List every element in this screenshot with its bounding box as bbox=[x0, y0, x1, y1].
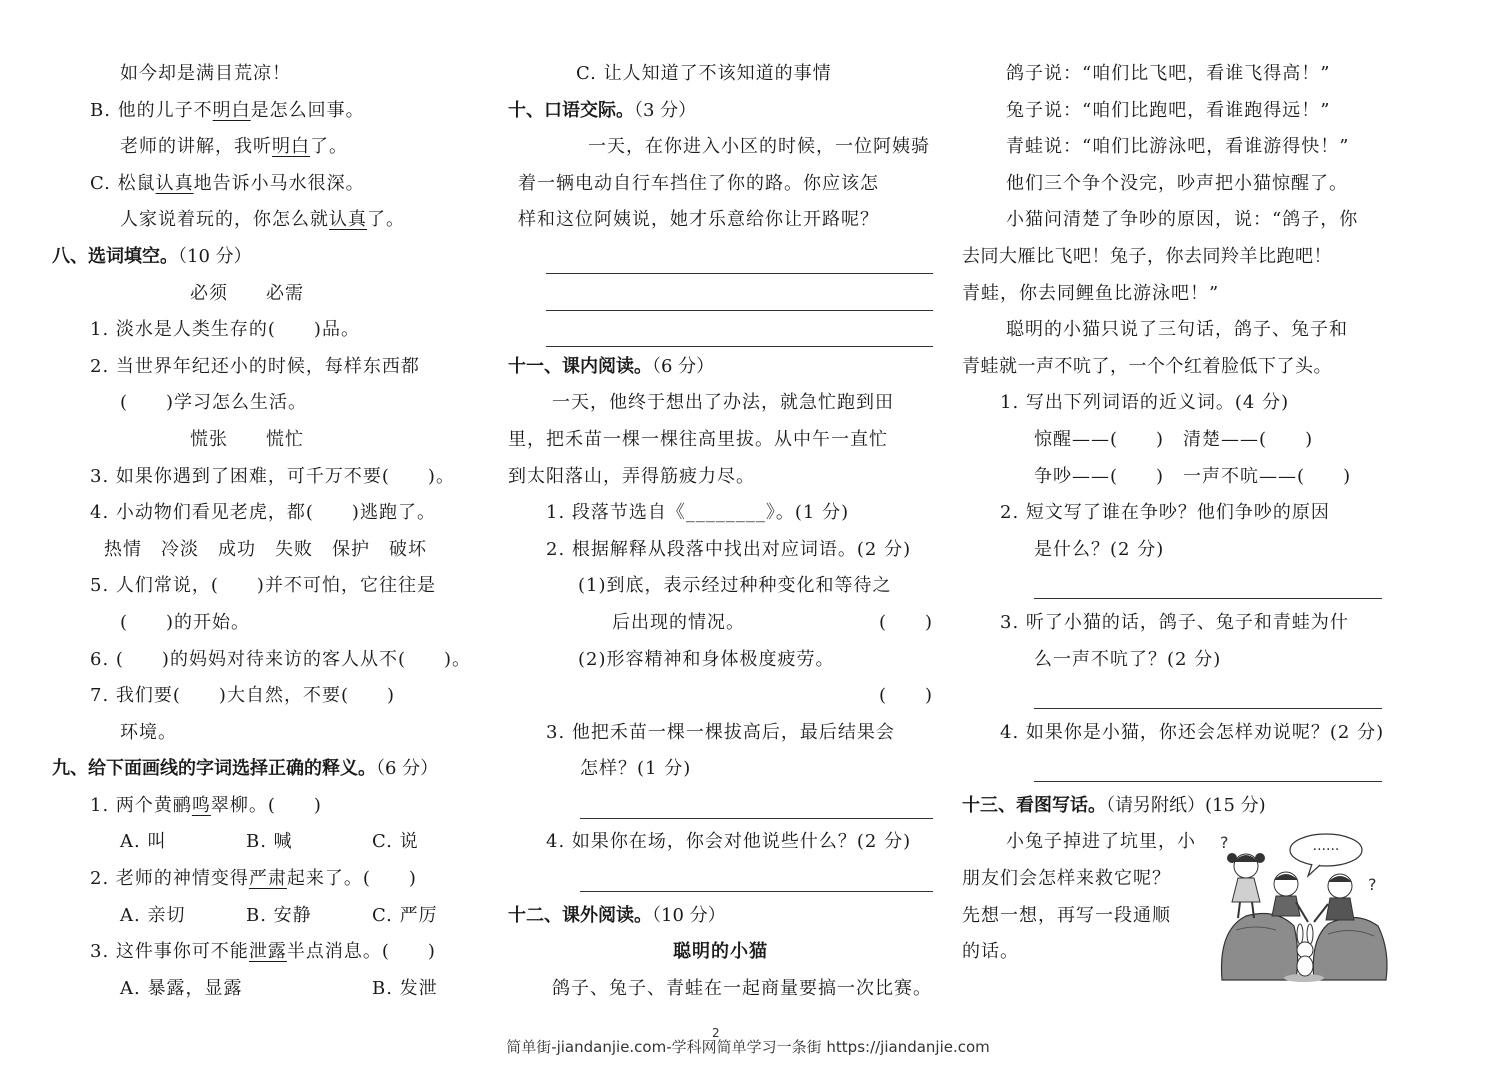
text-line bbox=[52, 202, 482, 239]
underlined-word: 认真 bbox=[155, 172, 194, 194]
section-points: （6 分） bbox=[652, 355, 715, 377]
prompt-line: 的话。 bbox=[962, 941, 1019, 963]
answer-space bbox=[962, 678, 1392, 715]
paragraph-line: 小猫问清楚了争吵的原因，说：“鸽子，你 bbox=[1006, 209, 1359, 231]
question: 1. 淡水是人类生存的( )品。 bbox=[90, 319, 360, 341]
underlined-word: 明白 bbox=[212, 99, 251, 121]
section-10-heading bbox=[508, 93, 933, 130]
question: 1. 写出下列词语的近义词。(4 分) bbox=[1000, 392, 1290, 414]
section-points: （6 分） bbox=[376, 758, 439, 780]
option: B. 喊 bbox=[246, 831, 293, 853]
text: 人家说着玩的，你怎么就 bbox=[120, 209, 329, 231]
question-mark: ? bbox=[1368, 875, 1377, 894]
answer-paren[interactable]: ( ) bbox=[878, 611, 933, 633]
answer-paren[interactable]: ( ) bbox=[878, 685, 933, 707]
question bbox=[52, 788, 482, 825]
answer-line[interactable] bbox=[1034, 598, 1382, 599]
text: C. 松鼠 bbox=[90, 172, 156, 194]
rabbit-rescue-illustration bbox=[1216, 830, 1390, 982]
question: 2. 短文写了谁在争吵？他们争吵的原因 bbox=[1000, 502, 1330, 524]
question: 2. 根据解释从段落中找出对应词语。(2 分) bbox=[546, 538, 912, 560]
answer-space bbox=[962, 568, 1392, 605]
question: 5. 人们常说，( )并不可怕，它往往是 bbox=[90, 575, 436, 597]
column-middle bbox=[508, 56, 933, 1007]
options-row bbox=[52, 971, 482, 1008]
synonym-row: 惊醒——( ) 清楚——( ) bbox=[1034, 428, 1314, 450]
answer-space bbox=[508, 861, 933, 898]
paragraph-line: 里，把禾苗一棵一棵往高里拔。从中午一直忙 bbox=[508, 428, 888, 450]
word-choices: 慌张 慌忙 bbox=[190, 428, 304, 450]
option-b bbox=[52, 93, 482, 130]
question-cont: 么一声不吭了？(2 分) bbox=[1034, 648, 1222, 670]
text: 了。 bbox=[367, 209, 405, 231]
answer-line[interactable] bbox=[546, 346, 933, 347]
text: 1. 两个黄鹂 bbox=[90, 794, 192, 816]
paragraph-line: 到太阳落山，弄得筋疲力尽。 bbox=[508, 465, 755, 487]
question: 6. ( )的妈妈对待来访的客人从不( )。 bbox=[90, 648, 471, 670]
option: B. 发泄 bbox=[372, 977, 438, 999]
prompt-line: 小兔子掉进了坑里，小 bbox=[1006, 831, 1196, 853]
underlined-word: 鸣 bbox=[191, 794, 211, 816]
sub-question: (2)形容精神和身体极度疲劳。 bbox=[578, 648, 835, 670]
question: 1. 段落节选自《________》。(1 分) bbox=[546, 502, 850, 524]
option: C. 严厉 bbox=[372, 904, 438, 926]
paragraph-line: 兔子说：“咱们比跑吧，看谁跑得远！” bbox=[1006, 99, 1331, 121]
text: 老师的讲解，我听 bbox=[120, 136, 272, 158]
question: 3. 如果你遇到了困难，可千万不要( )。 bbox=[90, 465, 455, 487]
text-line bbox=[52, 129, 482, 166]
section-title: 八、选词填空。 bbox=[52, 245, 178, 267]
section-13-heading bbox=[962, 788, 1392, 825]
underlined-word: 认真 bbox=[329, 209, 367, 231]
paragraph-line: 他们三个争个没完，吵声把小猫惊醒了。 bbox=[1006, 172, 1348, 194]
option-c: C. 让人知道了不该知道的事情 bbox=[576, 63, 832, 84]
option: B. 安静 bbox=[246, 904, 312, 926]
section-title: 十一、课内阅读。 bbox=[508, 355, 652, 377]
answer-space bbox=[508, 276, 933, 313]
question bbox=[52, 934, 482, 971]
question: 4. 如果你是小猫，你还会怎样劝说呢？(2 分) bbox=[1000, 721, 1385, 743]
section-title: 十三、看图写话。 bbox=[962, 794, 1106, 816]
column-left bbox=[52, 56, 482, 1007]
paragraph-line: 去同大雁比飞吧！兔子，你去同羚羊比跑吧！ bbox=[962, 245, 1332, 267]
option-c bbox=[52, 166, 482, 203]
paragraph-line: 一天，在你进入小区的时候，一位阿姨骑 bbox=[588, 136, 930, 158]
question: 3. 听了小猫的话，鸽子、兔子和青蛙为什 bbox=[1000, 611, 1349, 633]
answer-space bbox=[508, 788, 933, 825]
word-choices: 热情 冷淡 成功 失败 保护 破坏 bbox=[104, 538, 427, 560]
section-11-heading bbox=[508, 349, 933, 386]
text: 2. 老师的神情变得 bbox=[90, 868, 249, 890]
section-points: （10 分） bbox=[178, 245, 252, 267]
text-line: 如今却是满目荒凉！ bbox=[120, 63, 291, 84]
text: 后出现的情况。 bbox=[612, 611, 745, 633]
question bbox=[52, 861, 482, 898]
bubble-dots: ······ bbox=[1312, 842, 1340, 858]
question-cont: ( )学习怎么生活。 bbox=[120, 392, 308, 414]
option: A. 叫 bbox=[120, 831, 167, 853]
text: 了。 bbox=[310, 136, 348, 158]
sub-question: (1)到底，表示经过种种变化和等待之 bbox=[578, 575, 892, 597]
question-mark: ? bbox=[1220, 833, 1229, 852]
section-title: 九、给下面画线的字词选择正确的释义。 bbox=[52, 758, 376, 780]
section-points: （3 分） bbox=[634, 99, 697, 121]
section-title: 十、口语交际。 bbox=[508, 99, 634, 121]
section-9-heading bbox=[52, 751, 482, 788]
underlined-word: 严肃 bbox=[248, 868, 287, 890]
question-cont: ( )的开始。 bbox=[120, 611, 251, 633]
story-title: 聪明的小猫 bbox=[673, 941, 768, 963]
section-points: （10 分） bbox=[652, 904, 726, 926]
paragraph-line: 鸽子、兔子、青蛙在一起商量要搞一次比赛。 bbox=[552, 977, 932, 999]
paragraph-line: 青蛙就一声不吭了，一个个红着脸低下了头。 bbox=[962, 355, 1332, 377]
option: A. 暴露，显露 bbox=[120, 977, 243, 999]
paragraph-line: 鸽子说：“咱们比飞吧，看谁飞得高！” bbox=[1006, 63, 1331, 84]
text: 半点消息。( ) bbox=[286, 941, 436, 963]
answer-line[interactable] bbox=[1034, 708, 1382, 709]
prompt-line: 朋友们会怎样来救它呢？ bbox=[962, 868, 1171, 890]
option: C. 说 bbox=[372, 831, 419, 853]
question-cont: 怎样？(1 分) bbox=[580, 758, 692, 780]
answer-line[interactable] bbox=[580, 891, 933, 892]
options-row bbox=[52, 898, 482, 935]
text: 地告诉小马水很深。 bbox=[193, 172, 365, 194]
paragraph-line: 青蛙说：“咱们比游泳吧，看谁游得快！” bbox=[1006, 136, 1350, 158]
answer-space bbox=[962, 751, 1392, 788]
question: 7. 我们要( )大自然，不要( ) bbox=[90, 685, 395, 707]
options-row bbox=[52, 824, 482, 861]
answer-line[interactable] bbox=[546, 273, 933, 274]
text: 3. 这件事你可不能 bbox=[90, 941, 249, 963]
question: 4. 小动物们看见老虎，都( )逃跑了。 bbox=[90, 502, 436, 524]
question-cont: 环境。 bbox=[120, 721, 177, 743]
question: 2. 当世界年纪还小的时候，每样东西都 bbox=[90, 355, 420, 377]
synonym-row: 争吵——( ) 一声不吭——( ) bbox=[1034, 465, 1352, 487]
paragraph-line: 一天，他终于想出了办法，就急忙跑到田 bbox=[552, 392, 894, 414]
question-cont: 是什么？(2 分) bbox=[1034, 538, 1165, 560]
section-title: 十二、课外阅读。 bbox=[508, 904, 652, 926]
section-points: （请另附纸）(15 分) bbox=[1106, 794, 1266, 816]
option: A. 亲切 bbox=[120, 904, 186, 926]
text: B. 他的儿子不 bbox=[90, 99, 213, 121]
answer-space bbox=[508, 312, 933, 349]
answer-space bbox=[508, 239, 933, 276]
underlined-word: 明白 bbox=[272, 136, 310, 158]
section-8-heading bbox=[52, 239, 482, 276]
underlined-word: 泄露 bbox=[248, 941, 287, 963]
section-12-heading bbox=[508, 898, 933, 935]
text: 是怎么回事。 bbox=[250, 99, 365, 121]
question: 4. 如果你在场，你会对他说些什么？(2 分) bbox=[546, 831, 912, 853]
paragraph-line: 青蛙，你去同鲤鱼比游泳吧！” bbox=[962, 282, 1220, 304]
text: 起来了。( ) bbox=[286, 868, 417, 890]
answer-row bbox=[508, 678, 933, 715]
prompt-line: 先想一想，再写一段通顺 bbox=[962, 904, 1171, 926]
word-choices: 必须 必需 bbox=[190, 282, 304, 304]
paragraph-line: 样和这位阿姨说，她才乐意给你让开路呢？ bbox=[518, 209, 879, 231]
paragraph-line: 聪明的小猫只说了三句话，鸽子、兔子和 bbox=[1006, 319, 1348, 341]
answer-line[interactable] bbox=[580, 818, 933, 819]
footer-watermark: 简单街-jiandanjie.com-学科网简单学习一条街 https://jiandanjie.com bbox=[506, 1038, 990, 1056]
sub-question-cont bbox=[508, 605, 933, 642]
question: 3. 他把禾苗一棵一棵拔高后，最后结果会 bbox=[546, 721, 895, 743]
page-number: 2 bbox=[712, 1026, 720, 1040]
illustration-svg bbox=[1216, 830, 1390, 982]
text: 翠柳。( ) bbox=[210, 794, 322, 816]
answer-line[interactable] bbox=[546, 310, 933, 311]
paragraph-line: 着一辆电动自行车挡住了你的路。你应该怎 bbox=[518, 172, 879, 194]
answer-line[interactable] bbox=[1034, 781, 1382, 782]
